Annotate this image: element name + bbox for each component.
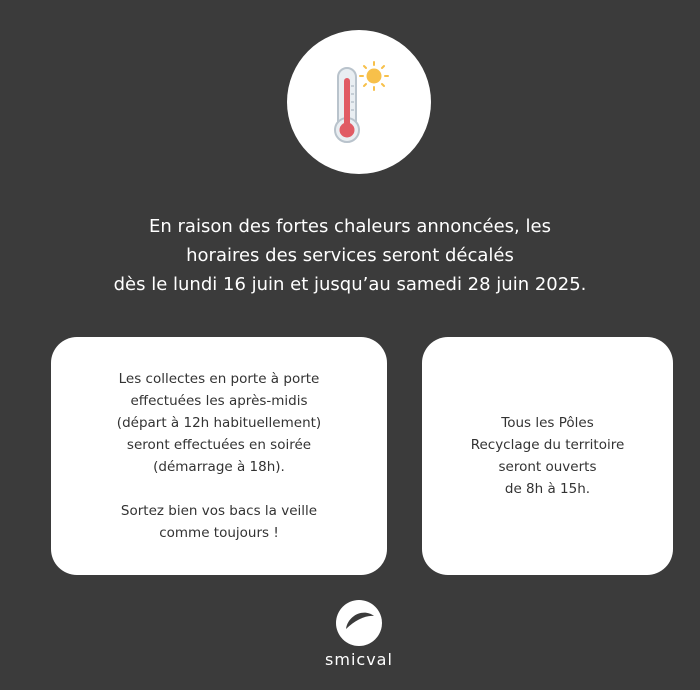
collection-text-line: effectuées les après-midis bbox=[130, 393, 308, 409]
thermometer-sun-icon bbox=[287, 30, 431, 174]
headline bbox=[50, 212, 650, 299]
smicval-logo bbox=[300, 598, 418, 669]
collection-info-card bbox=[51, 337, 387, 575]
recycling-text-line: seront ouverts bbox=[498, 459, 597, 475]
bins-reminder-line: Sortez bien vos bacs la veille bbox=[120, 503, 318, 519]
smicval-logo-icon bbox=[334, 598, 384, 648]
recycling-text-line: Recyclage du territoire bbox=[470, 437, 625, 453]
headline-line-2: horaires des services seront décalés bbox=[186, 245, 514, 266]
recycling-text-line: Tous les Pôles bbox=[501, 415, 594, 431]
recycling-text-line: de 8h à 15h. bbox=[504, 481, 591, 497]
headline-line-1: En raison des fortes chaleurs annoncées, les bbox=[149, 216, 551, 237]
collection-text-line: seront effectuées en soirée bbox=[126, 437, 312, 453]
headline-line-3: dès le lundi 16 juin et jusqu’au samedi 28 juin 2025. bbox=[113, 274, 587, 295]
brand-name: smicval bbox=[325, 650, 393, 669]
collection-text-line: (démarrage à 18h). bbox=[153, 459, 285, 475]
recycling-centers-card bbox=[422, 337, 673, 575]
bins-reminder-line: comme toujours ! bbox=[159, 525, 279, 541]
collection-text-line: Les collectes en porte à porte bbox=[118, 371, 320, 387]
collection-text-line: (départ à 12h habituellement) bbox=[116, 415, 322, 431]
thermometer-sun-badge bbox=[287, 30, 431, 174]
